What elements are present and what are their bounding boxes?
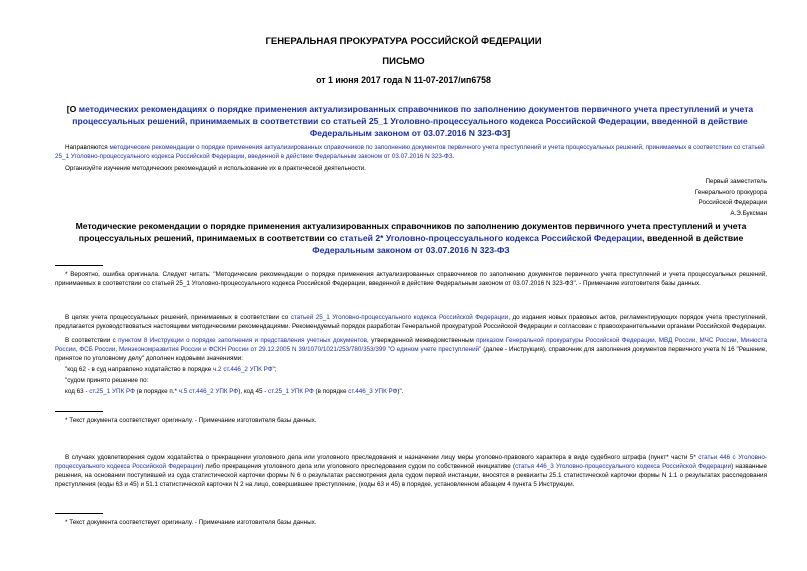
subject-bracket-close: ] xyxy=(507,128,511,138)
code-62-text: "код 62 - в суд направлено ходатайство в порядке xyxy=(65,366,214,373)
code-63-end: )". xyxy=(397,388,404,395)
signature-block xyxy=(560,177,767,219)
intro-text-end: . xyxy=(452,153,455,160)
recommendations-link[interactable]: методические рекомендации о порядке применения актуализированных справочников по заполнению документов первичного учета преступлений и учета процессуальных решений, принимаемых в соответствии со статьей 25_1 Уголовно-процессуального кодекса Российской Федерации, введенной в действие Федеральным законом от 03.07.2016 N 323-ФЗ xyxy=(55,144,765,160)
recommendations-title xyxy=(55,220,767,256)
article-25-1-link[interactable]: статьей 25_1 Уголовно-процессуального кодекса Российской Федерации xyxy=(290,314,509,321)
body-text-5: (далее - Инструкция), справочник для заполнения документов первичного учета N 16 "Решение, принятое по уголовному делу" дополнен кодовыми значениями: xyxy=(55,346,767,362)
subject-link[interactable]: методических рекомендациях о порядке применения актуализированных справочников по заполнению документов первичного учета преступлений и учета процессуальных решений, принимаемых в соответствии со статьей 25_1 Уголовно-процессуального кодекса Российской Федерации, введенной в действие Федеральным законом от 03.07.2016 N 323-ФЗ xyxy=(72,104,754,138)
upk-446-3-link[interactable]: ст.446_3 УПК РФ xyxy=(348,388,398,395)
code-63-text-2: (в порядке п.* xyxy=(134,388,179,395)
footnote-separator xyxy=(55,265,103,266)
upk-446-2-part5-link[interactable]: ч.5 ст.446_2 УПК РФ xyxy=(178,388,239,395)
document-date-heading: от 1 июня 2017 года N 11-07-2017/ип6758 xyxy=(316,75,491,85)
instruction-link[interactable]: пунктом 8 Инструкции о порядке заполнения и представления учетных документов xyxy=(118,337,367,344)
intro-instruction: Организуйте изучение методических рекомендаций и использование их в практической деятельности. xyxy=(65,165,367,172)
footnote-separator-3 xyxy=(55,513,103,514)
code-63-text-4: (в порядке xyxy=(313,388,349,395)
intro-text: Направляются xyxy=(65,144,110,151)
code-63-line xyxy=(55,387,767,396)
body-text-2: , до издания новых правовых актов, регламентирующих порядок учета преступлений, предлагается руководствоваться настоящими методическими рекомендациями. Рекомендуемый порядок разработан Генеральной прокуратурой Российской Федерации и согласован с правоохранительными органами Российской Федерации. xyxy=(55,314,767,330)
body-text: В целях учета процессуальных решений, принимаемых в соответствии со xyxy=(65,314,291,321)
body2-text-3: ) названные решения, на основании поступившей из суда статистической карточки формы N 6 о результатах рассмотрения дела судом первой инстанции, вносятся в реквизиты 25.1 статистической карточки формы N 1.1 о результатах расследования преступления (коды 63 и 45) и 51.1 статистической карточки N 2 на лицо, совершившее преступление, (коды 63 и 45) в порядке, установленном абзацем 4 пункта 5 Инструкции. xyxy=(55,463,767,488)
code-62-line xyxy=(55,365,767,374)
signature-position: Первый заместитель xyxy=(705,178,767,185)
footnote-3: * Текст документа соответствует оригиналу. - Примечание изготовителя базы данных. xyxy=(65,519,317,526)
document-type-heading: ПИСЬМО xyxy=(382,56,425,67)
order-link[interactable]: приказом Генеральной прокуратуры Российской Федерации, МВД России, МЧС России, Минюста России, ФСБ России, Минэкономразвития России и ФСКН России от 29.12.2005 N 39/1070/1021/253/780/353/399 "О едином учете преступлений" xyxy=(55,337,767,353)
article-446-link[interactable]: статьи 446 с Уголовно-процессуального кодекса Российской Федерации xyxy=(55,454,768,470)
body-text-3: В соответствии с xyxy=(65,337,119,344)
code-link[interactable]: Уголовно-процессуального кодекса Российской Федерации xyxy=(385,233,643,243)
signature-name: А.Э.Буксман xyxy=(730,209,767,217)
body2-text-2: ) либо прекращения уголовного дела или уголовного преследования судом по собственной инициативе ( xyxy=(201,463,516,470)
body-text-4: , утвержденной межведомственным xyxy=(367,337,477,344)
signature-position-2: Генерального прокурора xyxy=(694,188,767,196)
footnote-2: * Текст документа соответствует оригиналу. - Примечание изготовителя базы данных. xyxy=(65,417,317,424)
subject-bracket-open: [О xyxy=(66,104,79,114)
code-63-text-3: ), код 45 - xyxy=(238,388,269,395)
title-text: Методические рекомендации о порядке применения актуализированных справочников по заполнению документов первичного учета преступлений и учета процессуальных решений, принимаемых в соответствии со xyxy=(75,221,747,243)
body2-text: В случаях удовлетворения судом ходатайства о прекращении уголовного дела или уголовного преследования и назначении лицу меры уголовно-правового характера в виде судебного штрафа (пункт* части 5* xyxy=(65,454,699,461)
body-section xyxy=(55,313,767,396)
title-text-2: , введенной в действие xyxy=(642,233,744,243)
body-paragraph-1 xyxy=(55,313,767,331)
code-62-end: "; xyxy=(272,366,277,373)
signature-position-3: Российской Федерации xyxy=(698,199,767,206)
code-63-text: код 63 - xyxy=(65,388,90,395)
court-decision-line: "судом принято решение по: xyxy=(65,377,149,384)
article-446-3-link[interactable]: статья 446_3 Уголовно-процессуального кодекса Российской Федерации xyxy=(515,463,732,470)
upk-25-1-link[interactable]: ст.25_1 УПК РФ xyxy=(89,388,135,395)
intro-paragraph xyxy=(55,143,767,173)
body-paragraph-2 xyxy=(55,336,767,363)
footnote-1: * Вероятно, ошибка оригинала. Следует читать: "Методические рекомендации о порядке применения актуализированных справочников по заполнению документов первичного учета преступлений и учета процессуальных решений, принимаемых в соответствии со статьей 25_1 Уголовно-процессуального кодекса Российской Федерации, введенной в действие Федеральным законом от 03.07.2016 N 323-ФЗ". - Примечание изготовителя базы данных. xyxy=(55,271,767,287)
document-subject xyxy=(55,103,765,139)
organization-heading: ГЕНЕРАЛЬНАЯ ПРОКУРАТУРА РОССИЙСКОЙ ФЕДЕРАЦИИ xyxy=(265,36,542,47)
footnote-separator-2 xyxy=(55,411,103,412)
federal-law-link[interactable]: Федеральным законом от 03.07.2016 N 323-ФЗ xyxy=(312,245,510,255)
body-paragraph-3 xyxy=(55,453,767,489)
upk-25-1-link-2[interactable]: ст.25_1 УПК РФ xyxy=(268,388,314,395)
article-link[interactable]: статьей 2* xyxy=(339,233,384,243)
upk-446-2-link[interactable]: ч.2 ст.446_2 УПК РФ xyxy=(213,366,273,373)
